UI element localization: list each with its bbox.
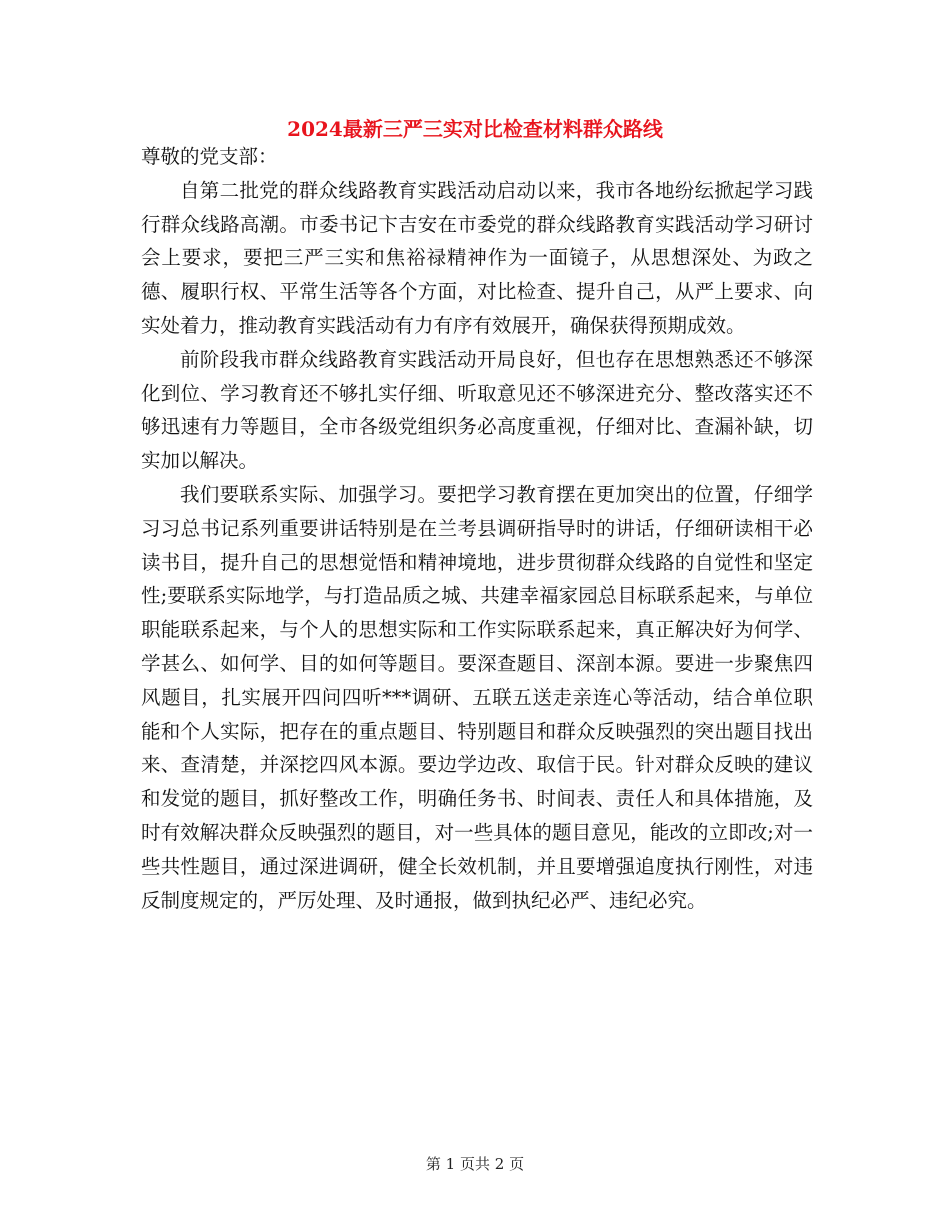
document-title: 2024最新三严三实对比检查材料群众路线 [287,117,663,141]
page-number-footer: 第 1 页共 2 页 [425,1155,525,1173]
paragraph-3: 我们要联系实际、加强学习。要把学习教育摆在更加突出的位置，仔细学习习总书记系列重要讲话特别是在兰考县调研指导时的讲话，仔细研读相干必读书目，提升自己的思想觉悟和精神境地，进步贯彻群众线路的自觉性和坚定性;要联系实际地学，与打造品质之城、共建幸福家园总目标联系起来，与单位职能联系起来，与个人的思想实际和工作实际联系起来，真正解决好为何学、学甚么、如何学、目的如何等题目。要深查题目、深剖本源。要进一步聚焦四风题目，扎实展开四问四听***调研、五联五送走亲连心等活动，结合单位职能和个人实际，把存在的重点题目、特别题目和群众反映强烈的突出题目找出来、查清楚，并深挖四风本源。要边学边改、取信于民。针对群众反映的建议和发觉的题目，抓好整改工作，明确任务书、时间表、责任人和具体措施，及时有效解决群众反映强烈的题目，对一些具体的题目意见，能改的立即改;对一些共性题目，通过深进调研，健全长效机制，并且要增强追度执行刚性，对违反制度规定的，严厉处理、及时通报，做到执纪必严、违纪必究。 [141,482,813,912]
paragraph-2: 前阶段我市群众线路教育实践活动开局良好，但也存在思想熟悉还不够深化到位、学习教育还不够扎实仔细、听取意见还不够深进充分、整改落实还不够迅速有力等题目，全市各级党组织务必高度重视，仔细对比、查漏补缺，切实加以解决。 [141,347,813,473]
paragraph-1: 自第二批党的群众线路教育实践活动启动以来，我市各地纷纭掀起学习践行群众线路高潮。市委书记卞吉安在市委党的群众线路教育实践活动学习研讨会上要求，要把三严三实和焦裕禄精神作为一面镜子，从思想深处、为政之德、履职行权、平常生活等各个方面，对比检查、提升自己，从严上要求、向实处着力，推动教育实践活动有力有序有效展开，确保获得预期成效。 [141,178,813,337]
document-body [141,140,813,917]
salutation: 尊敬的党支部： [141,145,278,168]
